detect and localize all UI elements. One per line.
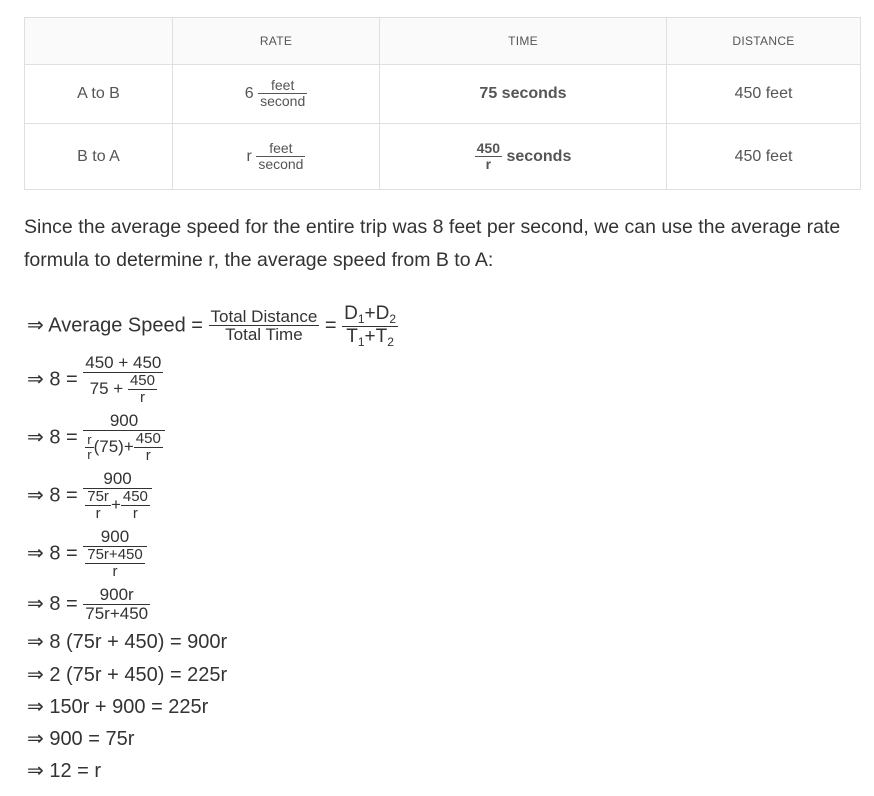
time-suffix: seconds <box>506 147 572 165</box>
step-4-b-num: 450 <box>122 487 148 505</box>
step-3-frac <box>83 412 165 464</box>
time-fraction <box>475 141 502 172</box>
step-3-b-frac <box>134 431 163 464</box>
step-5-inner-den: r <box>85 563 144 581</box>
step-4-lhs: ⇒ 8 = <box>27 484 78 507</box>
step-4-a-frac <box>85 489 111 522</box>
step-5-frac <box>83 528 146 580</box>
step-6-lhs: ⇒ 8 = <box>27 593 78 616</box>
step-5 <box>27 528 147 580</box>
step-4-frac <box>83 470 152 522</box>
step-4-mid: + <box>110 494 121 514</box>
step-3-a-frac <box>85 433 93 462</box>
rate-unit-den: second <box>258 155 304 172</box>
step-8: ⇒ 2 (75r + 450) = 225r <box>27 664 228 686</box>
step-11: ⇒ 12 = r <box>27 760 102 782</box>
distance-cell: 450 feet <box>667 65 861 124</box>
step-6-frac <box>83 586 150 624</box>
time-num: 450 <box>476 139 500 156</box>
step-1-frac-1-den: Total Time <box>209 325 320 345</box>
step-4-b-den: r <box>121 505 150 523</box>
rate-unit-den: second <box>260 93 306 110</box>
header-blank <box>25 18 173 65</box>
t2-sub: 2 <box>387 334 394 349</box>
step-2-den <box>83 372 163 406</box>
step-1 <box>27 304 398 349</box>
step-4-num: 900 <box>103 469 132 488</box>
step-6 <box>27 586 150 624</box>
step-6-den: 75r+450 <box>85 603 149 623</box>
step-1-frac-1-num: Total Distance <box>210 306 318 326</box>
step-3 <box>27 412 165 464</box>
header-time: TIME <box>380 18 667 65</box>
step-5-inner-num: 75r+450 <box>87 545 143 563</box>
step-5-den <box>83 546 146 580</box>
d1: D <box>344 303 358 324</box>
step-2-den-prefix: 75 + <box>89 378 124 398</box>
row-label: A to B <box>25 65 173 124</box>
step-2-inner-den: r <box>128 389 157 407</box>
header-distance: DISTANCE <box>667 18 861 65</box>
rate-time-distance-table <box>24 17 861 190</box>
rate-cell <box>173 124 380 190</box>
rate-cell <box>173 65 380 124</box>
step-3-num: 900 <box>109 411 139 430</box>
step-3-mid: (75)+ <box>93 436 134 456</box>
step-1-frac-2 <box>342 304 398 349</box>
step-3-b-num: 450 <box>135 429 161 447</box>
step-7: ⇒ 8 (75r + 450) = 900r <box>27 631 228 653</box>
rate-unit-num: feet <box>269 139 293 156</box>
step-2-num: 450 + 450 <box>85 353 162 372</box>
step-3-b-den: r <box>134 447 163 465</box>
d1-sub: 1 <box>357 312 365 326</box>
step-4-den <box>83 488 152 522</box>
step-4 <box>27 470 152 522</box>
step-10: ⇒ 900 = 75r <box>27 728 135 750</box>
rate-unit-fraction <box>256 141 305 172</box>
step-4-b-frac <box>121 489 150 522</box>
time-cell: 75 seconds <box>380 65 667 124</box>
distance-cell: 450 feet <box>667 124 861 190</box>
time-den: r <box>475 156 502 172</box>
step-2-inner-frac <box>128 373 157 406</box>
t1-sub: 1 <box>357 334 365 349</box>
step-3-a-den: r <box>87 446 92 462</box>
plus-t: +T <box>364 325 388 347</box>
step-2-frac <box>83 354 163 406</box>
t1: T <box>346 325 358 347</box>
step-6-num: 900r <box>99 585 134 604</box>
step-3-a-num: r <box>87 432 92 447</box>
step-1-frac-2-num <box>342 304 398 326</box>
step-2-inner-num: 450 <box>129 371 155 389</box>
step-5-inner-frac <box>85 547 144 580</box>
time-cell <box>380 124 667 190</box>
rate-unit-num: feet <box>270 77 295 94</box>
d2-sub: 2 <box>389 312 397 326</box>
table-row <box>25 65 861 124</box>
header-rate: RATE <box>173 18 380 65</box>
step-4-a-den: r <box>85 505 111 523</box>
explanation-text: Since the average speed for the entire trip was 8 feet per second, we can use the average rate formula to determine r, the average speed from B to A: <box>24 216 841 271</box>
rate-value: 6 <box>244 85 254 103</box>
step-4-a-num: 75r <box>87 487 109 505</box>
step-1-frac-1 <box>209 308 320 346</box>
step-5-num: 900 <box>100 527 130 546</box>
step-3-den <box>83 430 165 464</box>
table-header-row <box>25 18 861 65</box>
step-1-lhs: ⇒ Average Speed = <box>27 314 203 337</box>
step-5-lhs: ⇒ 8 = <box>27 542 78 565</box>
step-2-lhs: ⇒ 8 = <box>27 368 78 391</box>
step-2 <box>27 354 163 406</box>
plus-d: +D <box>364 303 390 324</box>
step-3-lhs: ⇒ 8 = <box>27 426 78 449</box>
table-row <box>25 124 861 190</box>
rate-unit-fraction <box>258 78 307 109</box>
step-1-eq: = <box>324 314 337 337</box>
rate-value: r <box>246 147 252 165</box>
row-label: B to A <box>25 124 173 190</box>
step-1-frac-2-den <box>342 326 398 349</box>
step-9: ⇒ 150r + 900 = 225r <box>27 696 209 718</box>
